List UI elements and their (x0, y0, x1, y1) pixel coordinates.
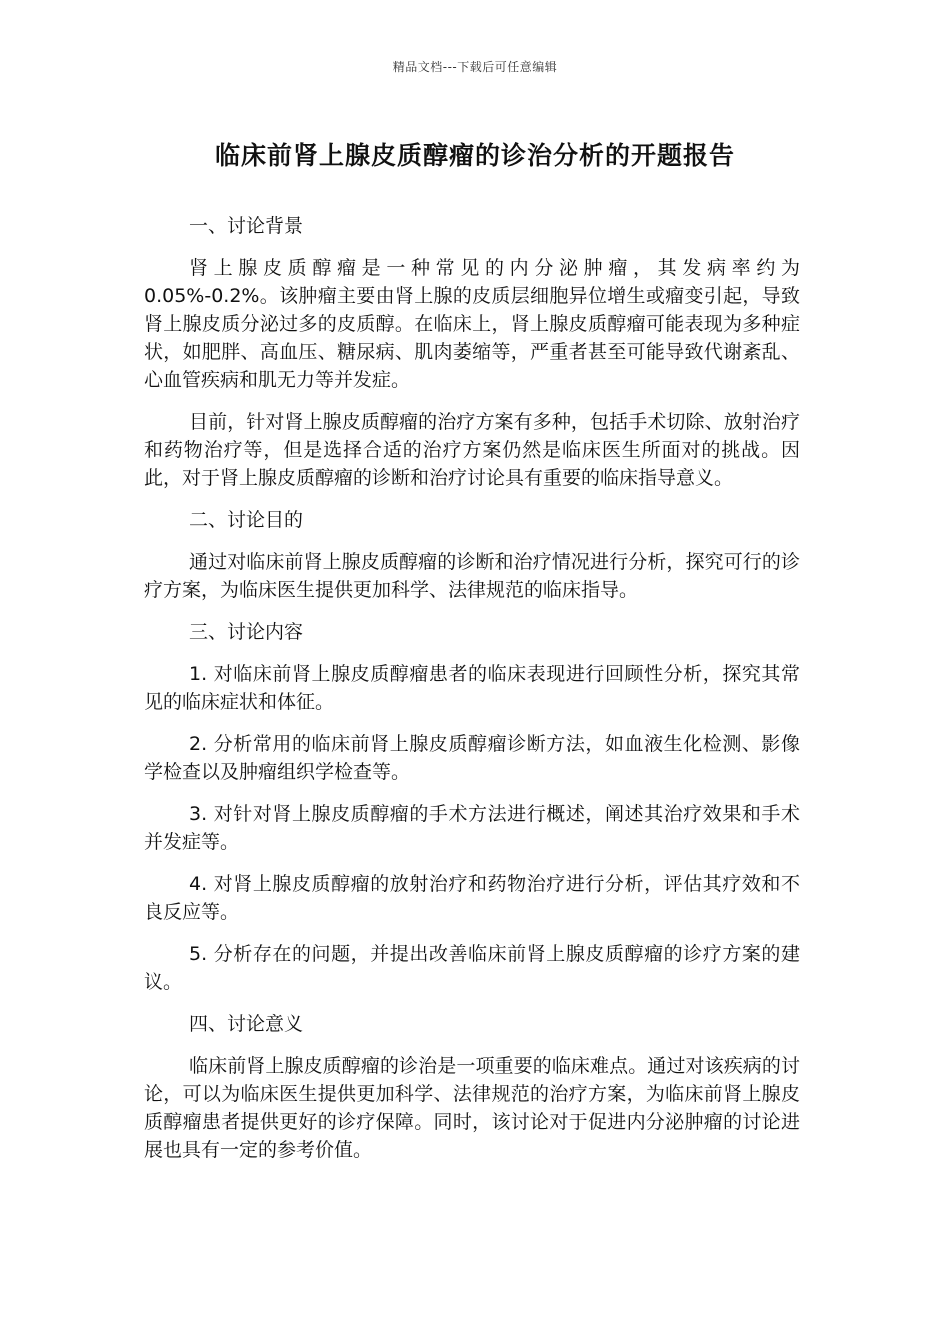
list-item-content-5: 5. 分析存在的问题，并提出改善临床前肾上腺皮质醇瘤的诊疗方案的建议。 (144, 943, 800, 993)
page-header-note: 精品文档---下载后可任意编辑 (392, 60, 558, 74)
paragraph-purpose: 通过对临床前肾上腺皮质醇瘤的诊断和治疗情况进行分析，探究可行的诊疗方案，为临床医生提供更加科学、法律规范的临床指导。 (144, 551, 800, 601)
paragraph-significance: 临床前肾上腺皮质醇瘤的诊治是一项重要的临床难点。通过对该疾病的讨论，可以为临床医生提供更加科学、法律规范的治疗方案，为临床前肾上腺皮质醇瘤患者提供更好的诊疗保障。同时，该讨论对于促进内分泌肿瘤的讨论进展也具有一定的参考价值。 (144, 1055, 800, 1161)
list-item-content-2: 2. 分析常用的临床前肾上腺皮质醇瘤诊断方法，如血液生化检测、影像学检查以及肿瘤组织学检查等。 (144, 733, 800, 783)
list-item-content-1: 1. 对临床前肾上腺皮质醇瘤患者的临床表现进行回顾性分析，探究其常见的临床症状和体征。 (144, 663, 800, 713)
section-heading-background: 一、讨论背景 (189, 215, 304, 237)
document-body (144, 212, 800, 1178)
paragraph-background-1: 肾上腺皮质醇瘤是一种常见的内分泌肿瘤，其发病率约为 0.05%-0.2%。该肿瘤主要由肾上腺的皮质层细胞异位增生或瘤变引起，导致肾上腺皮质分泌过多的皮质醇。在临床上，肾上腺皮质醇瘤可能表现为多种症状，如肥胖、高血压、糖尿病、肌肉萎缩等，严重者甚至可能导致代谢紊乱、心血管疾病和肌无力等并发症。 (144, 257, 800, 391)
list-item-content-3: 3. 对针对肾上腺皮质醇瘤的手术方法进行概述，阐述其治疗效果和手术并发症等。 (144, 803, 800, 853)
list-item-content-4: 4. 对肾上腺皮质醇瘤的放射治疗和药物治疗进行分析，评估其疗效和不良反应等。 (144, 873, 800, 923)
section-heading-purpose: 二、讨论目的 (189, 509, 304, 531)
section-heading-content: 三、讨论内容 (189, 621, 304, 643)
document-title: 临床前肾上腺皮质醇瘤的诊治分析的开题报告 (214, 141, 735, 170)
paragraph-background-2: 目前，针对肾上腺皮质醇瘤的治疗方案有多种，包括手术切除、放射治疗和药物治疗等，但是选择合适的治疗方案仍然是临床医生所面对的挑战。因此，对于肾上腺皮质醇瘤的诊断和治疗讨论具有重要的临床指导意义。 (144, 411, 800, 489)
section-heading-significance: 四、讨论意义 (189, 1013, 304, 1035)
